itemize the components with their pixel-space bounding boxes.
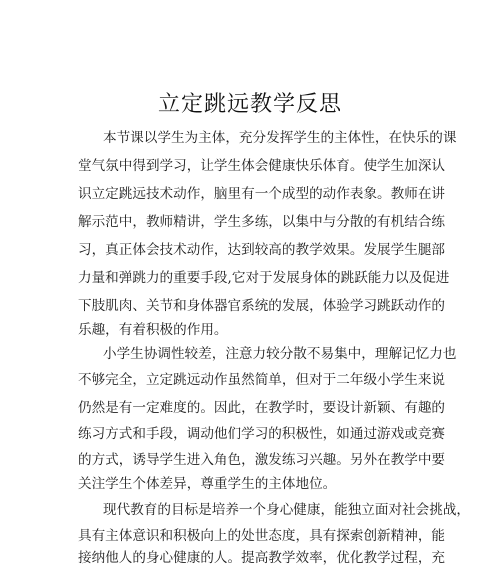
paragraph-1-line-7: 下肢肌肉、关节和身体器官系统的发展，体验学习跳跃动作的 (78, 298, 446, 314)
paragraph-1-line-6: 力量和弹跳力的重要手段,它对于发展身体的跳跃能力以及促进 (78, 270, 450, 286)
paragraph-1-line-3: 识立定跳远技术动作，脑里有一个成型的动作表象。教师在讲 (78, 186, 446, 202)
paragraph-2-line-1: 小学生协调性较差，注意力较分散不易集中，理解记忆力也 (103, 346, 457, 362)
document-title: 立定跳远教学反思 (157, 92, 342, 117)
paragraph-3-line-3: 接纳他人的身心健康的人。提高教学效率，优化教学过程，充 (78, 550, 446, 566)
paragraph-2-line-2: 不够完全，立定跳远动作虽然简单，但对于二年级小学生来说 (78, 372, 446, 388)
paragraph-1-line-2: 堂气氛中得到学习，让学生体会健康快乐体育。使学生加深认 (78, 158, 446, 174)
paragraph-1-line-8: 乐趣，有着积极的作用。 (78, 322, 228, 338)
paragraph-2-line-3: 仍然是有一定难度的。因此，在教学时，要设计新颖、有趣的 (78, 400, 446, 416)
paragraph-2-line-5: 的方式，诱导学生进入角色，激发练习兴趣。另外在教学中要 (78, 452, 446, 468)
paragraph-1-line-1: 本节课以学生为主体，充分发挥学生的主体性，在快乐的课 (103, 130, 457, 146)
paragraph-1-line-5: 习，真正体会技术动作，达到较高的教学效果。发展学生腿部 (78, 242, 446, 258)
paragraph-2-line-6: 关注学生个体差异，尊重学生的主体地位。 (78, 476, 337, 492)
paragraph-3-line-2: 具有主体意识和积极向上的处世态度，具有探索创新精神，能 (78, 528, 446, 544)
paragraph-1-line-4: 解示范中，教师精讲，学生多练，以集中与分散的有机结合练 (78, 214, 446, 230)
paragraph-2-line-4: 练习方式和手段，调动他们学习的积极性，如通过游戏或竞赛 (78, 426, 446, 442)
paragraph-3-line-1: 现代教育的目标是培养一个身心健康，能独立面对社会挑战， (103, 502, 471, 518)
